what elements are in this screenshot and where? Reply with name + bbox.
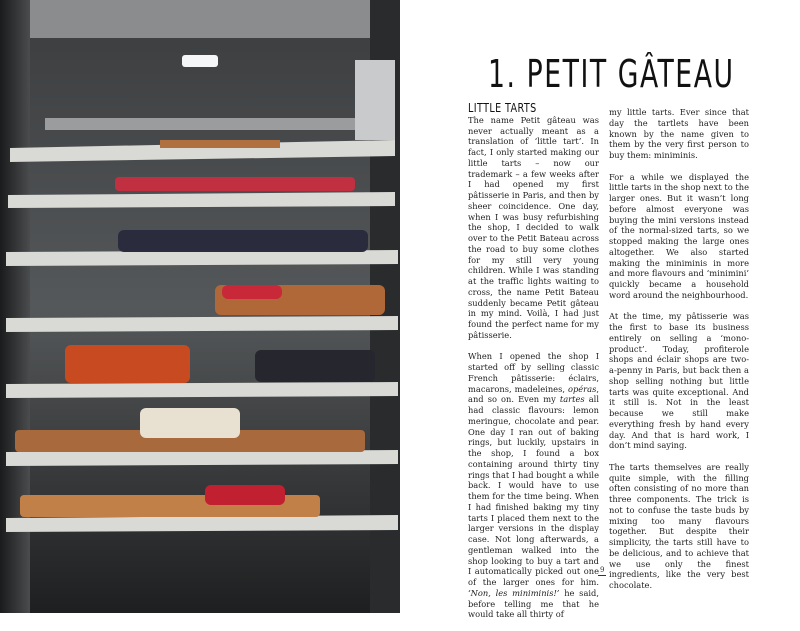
text-column-1	[468, 103, 599, 631]
page-number: 9	[600, 566, 605, 574]
paragraph: At the time, my pâtisserie was the first to base its business entirely on selling a ‘mono-product’. Today, profiterole shops and éclair shops are two-a-penny in Paris, but back then a shop selling nothing but little tarts was quite exceptional. And it still is. Not in the least because we still make everything fresh by hand every day. And that is hard work, I don’t mind saying.	[609, 311, 749, 451]
paragraph: For a while we displayed the little tarts in the shop next to the larger ones. But it wasn’t long before almost everyone was buying the mini versions instead of the normal-sized tarts, so we stopped making the large ones altogether. We also started making the miniminis in more and more flavours and ‘minimini’ quickly became a household word around the neighbourhood.	[609, 171, 749, 300]
paragraph: my little tarts. Ever since that day the tartlets have been known by the name given to them by the very first person to buy them: miniminis.	[609, 107, 749, 160]
chapter-title: 1. PETIT GÂTEAU	[488, 52, 735, 96]
paragraph: The tarts themselves are really quite simple, with the filling often consisting of no more than three components. The trick is not to confuse the taste buds by mixing too many flavours together. But despite their simplicity, the tarts still have to be delicious, and to achieve that we use only the finest ingredients, like the very best chocolate.	[609, 461, 749, 590]
section-heading: LITTLE TARTS	[468, 101, 537, 115]
pastry-display-cabinet-photo	[0, 0, 400, 613]
paragraph: When I opened the shop I started off by selling classic French pâtisserie: éclairs, macarons, madeleines, opéras, and so on. Even my tartes all had classic flavours: lemon meringue, chocolate and pear. One day I ran out of baking rings, but luckily, upstairs in the shop, I found a box containing around thirty tiny rings that I had bought a while back. I would have to use them for the time being. When I had finished baking my tiny tarts I placed them next to the larger versions in the display case. Not long afterwards, a gentleman walked into the shop looking to buy a tart and I automatically picked out one of the larger ones for him. ‘Non, les miniminis!’ he said, before telling me that he would take all thirty of	[468, 351, 599, 620]
paragraph: The name Petit gâteau was never actually meant as a translation of ‘little tart’. In fact, I only started making our little tarts – now our trademark – a few weeks after I had opened my first pâtisserie in Paris, and then by sheer coincidence. One day, when I was busy refurbishing the shop, I decided to walk over to the Petit Bateau across the road to buy some clothes for my still very young children. While I was standing at the traffic lights waiting to cross, the name Petit Bateau suddenly became Petit gâteau in my mind. Voilà, I had just found the perfect name for my pâtisserie.	[468, 114, 599, 340]
text-column-2	[609, 107, 749, 602]
book-page	[400, 0, 800, 620]
ceiling-light	[182, 55, 218, 67]
